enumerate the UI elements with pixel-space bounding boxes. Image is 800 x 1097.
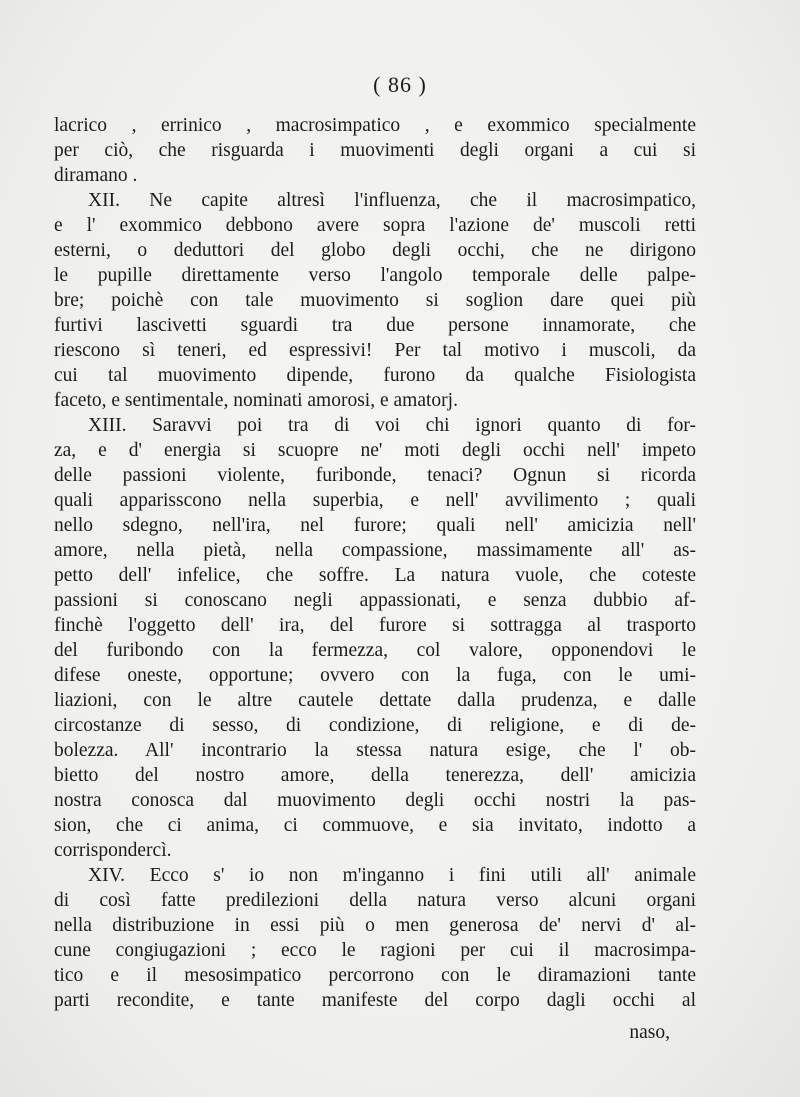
text-line: riescono sì teneri, ed espressivi! Per tal motivo i muscoli, da (54, 340, 696, 361)
text-line: e l' exommico debbono avere sopra l'azione de' muscoli retti (54, 215, 696, 236)
text-line: le pupille direttamente verso l'angolo temporale delle palpe- (54, 265, 696, 286)
paragraph-start-line: XIV. Ecco s' io non m'inganno i fini utili all' animale (88, 865, 696, 886)
text-line: per ciò, che risguarda i muovimenti degli organi a cui si (54, 140, 696, 161)
text-line: nella distribuzione in essi più o men generosa de' nervi d' al- (54, 915, 696, 936)
text-line: esterni, o deduttori del globo degli occhi, che ne dirigono (54, 240, 696, 261)
text-line: difese oneste, opportune; ovvero con la fuga, con le umi- (54, 665, 696, 686)
text-line: za, e d' energia si scuopre ne' moti degli occhi nell' impeto (54, 440, 696, 461)
text-line: liazioni, con le altre cautele dettate dalla prudenza, e dalle (54, 690, 696, 711)
text-line: di così fatte predilezioni della natura verso alcuni organi (54, 890, 696, 911)
text-line: delle passioni violente, furibonde, tenaci? Ognun si ricorda (54, 465, 696, 486)
text-line: bietto del nostro amore, della tenerezza, dell' amicizia (54, 765, 696, 786)
text-line: petto dell' infelice, che soffre. La natura vuole, che coteste (54, 565, 696, 586)
paragraph-start-line: XII. Ne capite altresì l'influenza, che il macrosimpatico, (88, 190, 696, 211)
text-line: sion, che ci anima, ci commuove, e sia invitato, indotto a (54, 815, 696, 836)
text-line: bre; poichè con tale muovimento si soglion dare quei più (54, 290, 696, 311)
text-line: amore, nella pietà, nella compassione, massimamente all' as- (54, 540, 696, 561)
text-line: diramano . (54, 165, 138, 186)
text-line: cui tal muovimento dipende, furono da qualche Fisiologista (54, 365, 696, 386)
text-line: parti recondite, e tante manifeste del corpo dagli occhi al (54, 990, 696, 1011)
text-line: del furibondo con la fermezza, col valore, opponendovi le (54, 640, 696, 661)
text-line: furtivi lascivetti sguardi tra due persone innamorate, che (54, 315, 696, 336)
text-line: finchè l'oggetto dell' ira, del furore si sottragga al trasporto (54, 615, 696, 636)
page-number: ( 86 ) (373, 72, 427, 97)
text-line: nostra conosca dal muovimento degli occhi nostri la pas- (54, 790, 696, 811)
paragraph-start-line: XIII. Saravvi poi tra di voi chi ignori quanto di for- (88, 415, 696, 436)
text-line: nello sdegno, nell'ira, nel furore; quali nell' amicizia nell' (54, 515, 696, 536)
text-line: tico e il mesosimpatico percorrono con le diramazioni tante (54, 965, 696, 986)
text-line: bolezza. All' incontrario la stessa natura esige, che l' ob- (54, 740, 696, 761)
text-line: cune congiugazioni ; ecco le ragioni per cui il macrosimpa- (54, 940, 696, 961)
text-line: lacrico , errinico , macrosimpatico , e exommico specialmente (54, 115, 696, 136)
text-line: passioni si conoscano negli appassionati, e senza dubbio af- (54, 590, 696, 611)
text-line: corrispondercì. (54, 840, 172, 861)
text-line: circostanze di sesso, di condizione, di religione, e di de- (54, 715, 696, 736)
catchword: naso, (629, 1022, 670, 1043)
text-line: faceto, e sentimentale, nominati amorosi, e amatorj. (54, 390, 458, 411)
text-line: quali apparisscono nella superbia, e nell' avvilimento ; quali (54, 490, 696, 511)
